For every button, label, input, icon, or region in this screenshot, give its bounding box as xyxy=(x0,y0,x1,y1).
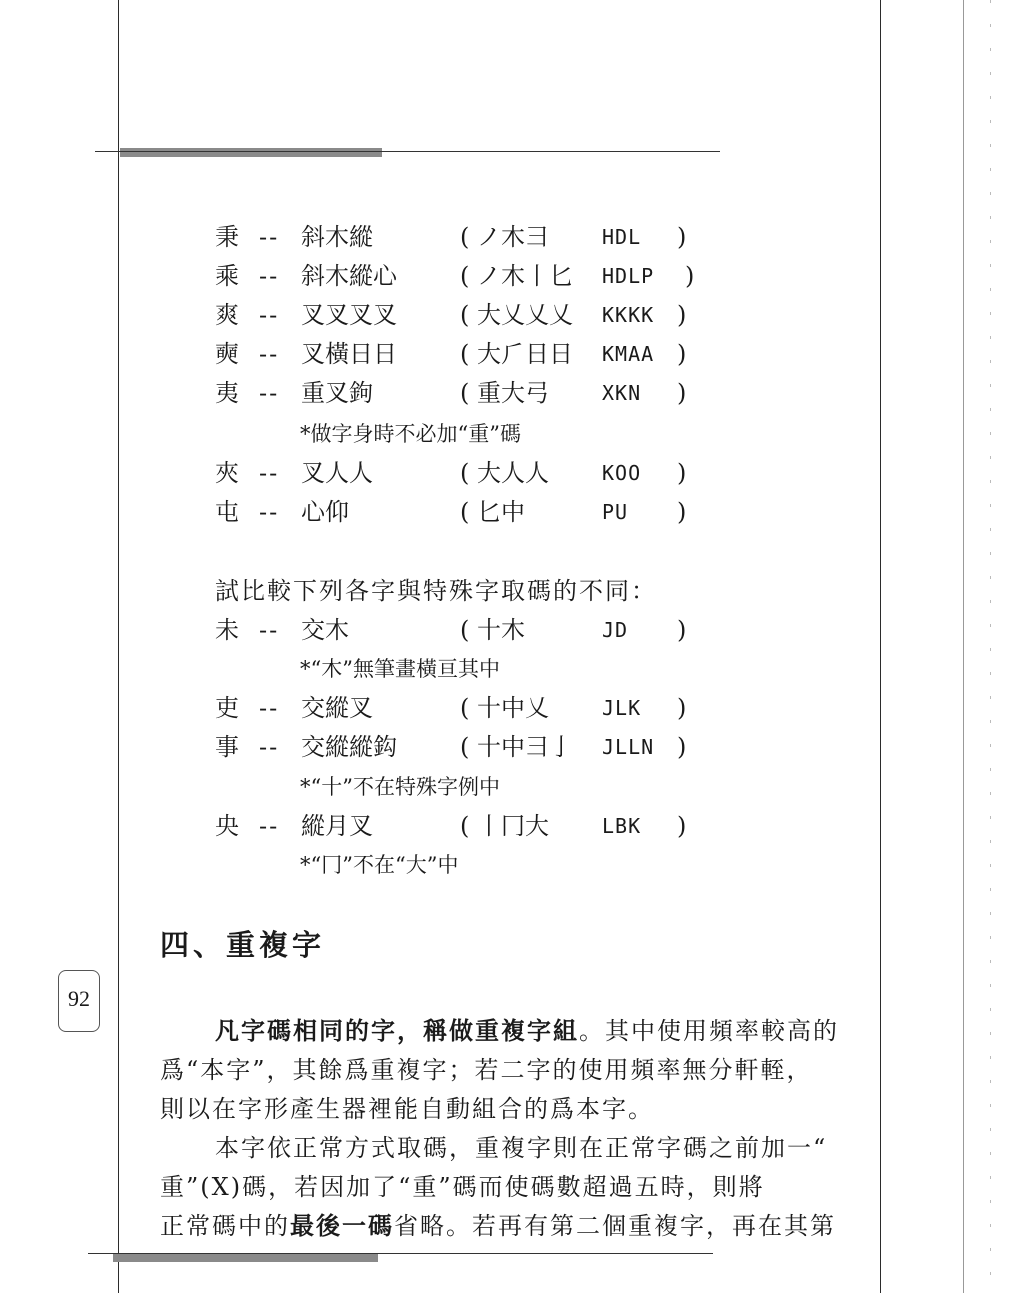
dotted-edge-line xyxy=(990,0,991,1293)
open-paren: ( xyxy=(460,301,470,329)
open-paren: ( xyxy=(460,459,470,487)
stroke-description: 縱月叉 xyxy=(301,812,373,840)
stroke-description: 交縱縱鈎 xyxy=(301,733,397,761)
bold-term: 最後一碼 xyxy=(290,1212,394,1240)
char-glyph: 央 xyxy=(215,812,239,840)
note-line: *“冂”不在“大”中 xyxy=(300,853,459,877)
bold-term: 凡字碼相同的字，稱做重複字組 xyxy=(215,1017,579,1045)
component-parts: 大⺁日日 xyxy=(477,340,573,368)
input-code: PU xyxy=(602,500,629,524)
paragraph-line: 本字依正常方式取碼，重複字則在正常字碼之前加一“ xyxy=(215,1134,828,1162)
component-parts: 重大弓 xyxy=(477,379,549,407)
open-paren: ( xyxy=(460,616,470,644)
stroke-description: 斜木縱心 xyxy=(301,262,397,290)
input-code: KKKK xyxy=(602,303,655,327)
open-paren: ( xyxy=(460,733,470,761)
open-paren: ( xyxy=(460,694,470,722)
component-parts: 丨冂大 xyxy=(477,812,549,840)
component-parts: 大乂乂乂 xyxy=(477,301,573,329)
open-paren: ( xyxy=(460,498,470,526)
close-paren: ) xyxy=(677,340,687,368)
char-glyph: 奭 xyxy=(215,340,239,368)
close-paren: ) xyxy=(677,694,687,722)
open-paren: ( xyxy=(460,379,470,407)
stroke-description: 交木 xyxy=(301,616,349,644)
char-glyph: 乘 xyxy=(215,262,239,290)
close-paren: ) xyxy=(685,262,695,290)
char-glyph: 未 xyxy=(215,616,239,644)
close-paren: ) xyxy=(677,498,687,526)
open-paren: ( xyxy=(460,223,470,251)
paragraph-line xyxy=(160,1206,836,1246)
dash-separator: -- xyxy=(259,301,280,329)
paragraph-text: 正常碼中的 xyxy=(160,1212,290,1240)
input-code: JLLN xyxy=(602,735,655,759)
right-margin-rule xyxy=(880,0,881,1293)
close-paren: ) xyxy=(677,223,687,251)
component-parts: 大人人 xyxy=(477,459,549,487)
close-paren: ) xyxy=(677,616,687,644)
input-code: HDL xyxy=(602,225,642,249)
left-margin-rule xyxy=(118,0,119,1293)
stroke-description: 叉人人 xyxy=(301,459,373,487)
note-line: *“十”不在特殊字例中 xyxy=(300,775,500,799)
dash-separator: -- xyxy=(259,694,280,722)
char-glyph: 爽 xyxy=(215,301,239,329)
open-paren: ( xyxy=(460,812,470,840)
stroke-description: 叉橫日日 xyxy=(301,340,397,368)
close-paren: ) xyxy=(677,379,687,407)
input-code: KMAA xyxy=(602,342,655,366)
input-code: LBK xyxy=(602,814,642,838)
stroke-description: 重叉鉤 xyxy=(301,379,373,407)
note-line: *“木”無筆畫橫亘其中 xyxy=(300,657,500,681)
paragraph-line: 則以在字形產生器裡能自動組合的爲本字。 xyxy=(160,1095,654,1123)
header-rule xyxy=(95,148,720,158)
dash-separator: -- xyxy=(259,262,280,290)
compare-intro: 試比較下列各字與特殊字取碼的不同： xyxy=(215,577,657,605)
close-paren: ) xyxy=(677,459,687,487)
section-heading: 四、重複字 xyxy=(160,928,326,962)
dash-separator: -- xyxy=(259,459,280,487)
dash-separator: -- xyxy=(259,812,280,840)
char-glyph: 秉 xyxy=(215,223,239,251)
open-paren: ( xyxy=(460,262,470,290)
paragraph-line xyxy=(215,1011,839,1051)
component-parts: ノ木丨匕 xyxy=(477,262,573,290)
paragraph-line: 爲“本字”，其餘爲重複字；若二字的使用頻率無分軒輊， xyxy=(160,1056,813,1084)
note-line: *做字身時不必加“重”碼 xyxy=(300,422,521,446)
footer-rule xyxy=(88,1253,713,1263)
close-paren: ) xyxy=(677,301,687,329)
char-glyph: 夷 xyxy=(215,379,239,407)
far-right-rule xyxy=(963,0,964,1293)
char-glyph: 吏 xyxy=(215,694,239,722)
page-number: 92 xyxy=(58,970,100,1032)
char-glyph: 事 xyxy=(215,733,239,761)
component-parts: ノ木⺕ xyxy=(477,223,549,251)
open-paren: ( xyxy=(460,340,470,368)
input-code: HDLP xyxy=(602,264,655,288)
dash-separator: -- xyxy=(259,340,280,368)
paragraph-line: 重”(X)碼，若因加了“重”碼而使碼數超過五時，則將 xyxy=(160,1173,765,1201)
dash-separator: -- xyxy=(259,223,280,251)
close-paren: ) xyxy=(677,733,687,761)
stroke-description: 心仰 xyxy=(301,498,349,526)
dash-separator: -- xyxy=(259,498,280,526)
char-glyph: 夾 xyxy=(215,459,239,487)
stroke-description: 交縱叉 xyxy=(301,694,373,722)
component-parts: 匕中 xyxy=(477,498,525,526)
component-parts: 十中乂 xyxy=(477,694,549,722)
input-code: JLK xyxy=(602,696,642,720)
paragraph-text: 省略。若再有第二個重複字，再在其第 xyxy=(394,1212,836,1240)
close-paren: ) xyxy=(677,812,687,840)
component-parts: 十中⺕亅 xyxy=(477,733,573,761)
input-code: KOO xyxy=(602,461,642,485)
input-code: XKN xyxy=(602,381,642,405)
stroke-description: 斜木縱 xyxy=(301,223,373,251)
input-code: JD xyxy=(602,618,629,642)
stroke-description: 叉叉叉叉 xyxy=(301,301,397,329)
dash-separator: -- xyxy=(259,616,280,644)
dash-separator: -- xyxy=(259,733,280,761)
component-parts: 十木 xyxy=(477,616,525,644)
char-glyph: 屯 xyxy=(215,498,239,526)
paragraph-text: 。其中使用頻率較高的 xyxy=(579,1017,839,1045)
dash-separator: -- xyxy=(259,379,280,407)
